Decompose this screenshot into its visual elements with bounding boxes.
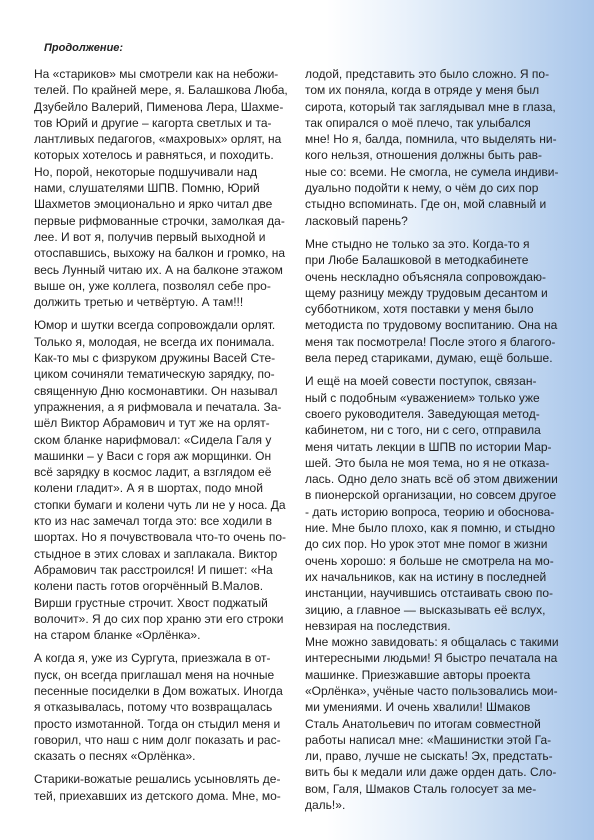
paragraph-surgut: А когда я, уже из Сургута, приезжала в от- пуск, он всегда приглашал меня на ночные песенные посиделки в Дом вожатых. Иногда я отказывалась, потому что возвращалась просто измотанной. Тогда он стыдил меня и говорил, что наш с ним долг показать и рас- сказать о песнях «Орлёнка».	[34, 651, 283, 764]
paragraph-conscience: И ещё на моей совести поступок, связан- ный с подобным «уважением» только уже своего руководителя. Заведующая метод- кабинетом, ни с того, ни с сего, отправила меня читать лекции в ШПВ по истории Мар- шей. Это была не моя тема, но я не отказа- лась. Одно дело знать всё об этом движении в пионерской организации, но совсем другое - дать историю вопроса, теорию и обоснова- ние. Мне было плохо, как я помню, и стыдно до сих пор. Но урок этот мне помог в жизни очень хорошо: я больше не смотрела на мо- их начальников, как на истину в последней инстанции, научившись отстаивать свою по- зицию, а главное — высказывать её вслух, невзирая на последствия.	[305, 374, 558, 633]
paragraph-stariki: На «стариков» мы смотрели как на небожи- телей. По крайней мере, я. Балашкова Люба, Дзубейло Валерий, Пименова Лера, Шахме- тов Юрий и другие – кагорта светлых и та- лантливых педагогов, «махровых» орлят, на которых хотелось и равняться, и походить. Но, порой, некоторые подшучивали над нами, слушателями ШПВ. Помню, Юрий Шахметов эмоционально и ярко читал две первые рифмованные строчки, замолкая да- лее. И вот я, получив первый выходной и отоспавшись, выхожу на балкон и громко, на весь Лунный читаю их. А на балконе этажом выше он, уже коллега, позволял себе про- должить третью и четвёртую. А там!!!	[34, 67, 288, 310]
left-text-column	[34, 66, 296, 804]
paragraph-ashamed: Мне стыдно не только за это. Когда-то я при Любе Балашковой в методкабинете очень нескладно объясняла сопровождаю- щему разницу между трудовым десантом и субботником, хотя поставки у меня было методиста по трудовому воспитанию. Она на меня так посмотрела! После этого я благого- вела перед стариками, думаю, ещё больше.	[305, 236, 558, 366]
paragraph-orphan: лодой, представить это было сложно. Я по- том их поняла, когда в отряде у меня был сирота, который так заглядывал мне в глаза, так опирался о моё плечо, так улыбался мне! Но я, балда, помнила, что выделять ни- кого нельзя, отношения должны быть рав- ные со: всеми. Не смогла, не сумела индиви- дуально подойти к нему, о чём до сих пор стыдно вспоминать. Где он, мой славный и ласковый парень?	[305, 67, 559, 228]
paragraph-humor: Юмор и шутки всегда сопровождали орлят. Только я, молодая, не всегда их понимала. Как-то мы с физруком дружины Васей Сте- циком сочиняли тематическую зарядку, по- священную Дню космонавтики. Он называл упражнения, а я рифмовала и печатала. За- шёл Виктор Абрамович и тут же на орлят- ском бланке нарифмовал: «Сидела Галя у машинки – у Васи с горя аж морщинки. Он всё зарядку в космос ладит, а взглядом её колени гладит». А я в шортах, подо мной стопки бумаги и колени чуть ли не у носа. Да кто из нас замечал тогда это: все ходили в шортах. Но я почувствовала что-то очень по- стыдное в этих словах и заплакала. Виктор Абрамович так расстроился! И пишет: «На колени пасть готов огорчённый В.Малов. Вирши грустные строчит. Хвост поджатый волочит». Я до сих пор храню эти его строки на старом бланке «Орлёнка».	[34, 318, 287, 643]
paragraph-adoption-start: Старики-вожатые решались усыновлять де- тей, приехавших из детского дома. Мне, мо-	[34, 772, 281, 803]
right-text-column	[305, 66, 567, 813]
continued-label: Продолжение:	[44, 42, 124, 54]
paragraph-envy: Мне можно завидовать: я общалась с такими интересными людьми! Я быстро печатала на машинке. Приезжавшие авторы проекта «Орлёнка», учёные часто пользовались мои- ми умениями. И очень хвалили! Шмаков Сталь Анатольевич по итогам совместной работы написал мне: «Машинистки этой Га- ли, право, лучше не сыскать! Эх, предстать- вить бы к медали или даже орден дать. Сло- вом, Галя, Шмаков Сталь голосует за ме- даль!».	[305, 635, 559, 813]
